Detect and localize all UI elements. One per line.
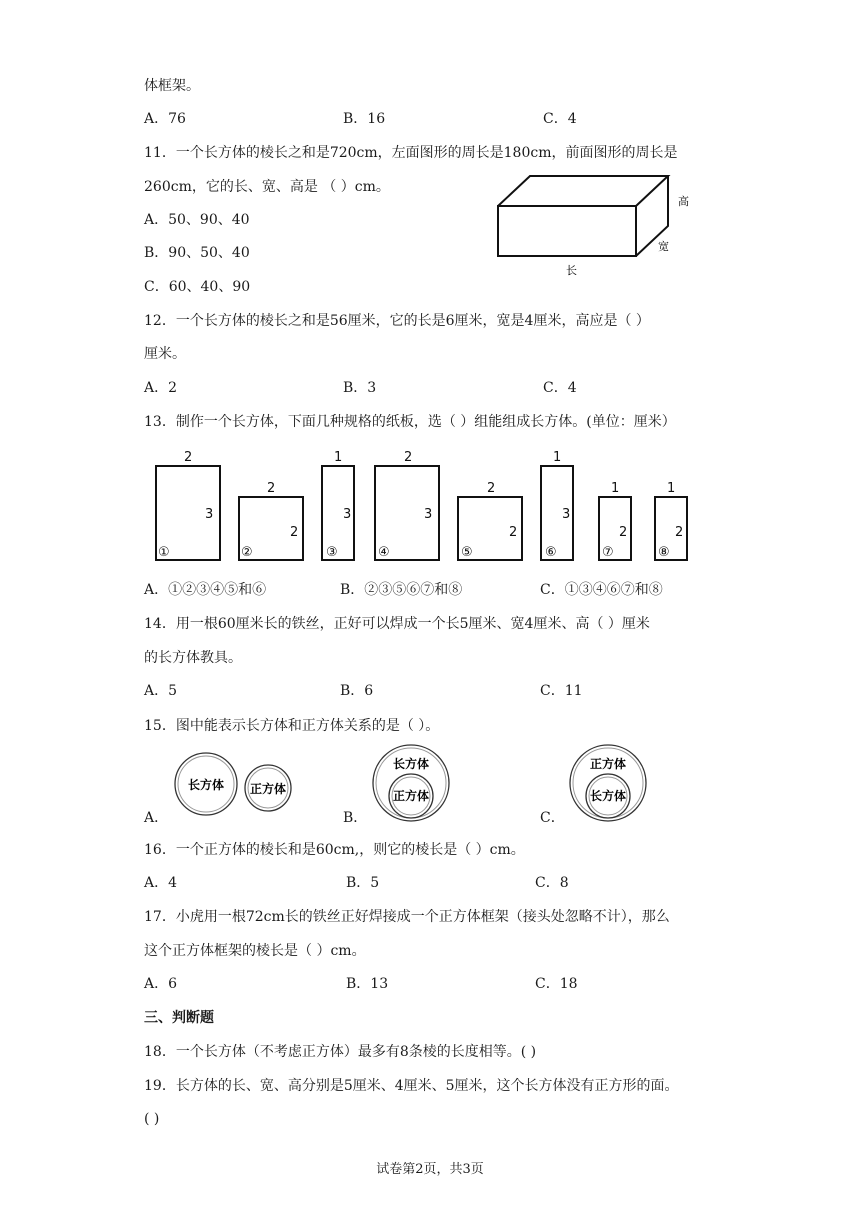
board-2-top: 2 (267, 481, 276, 496)
q15-option-b: B． (343, 810, 368, 826)
board-6-side: 3 (562, 507, 571, 522)
q17-option-b: B．13 (346, 976, 389, 992)
q14-stem-line1: 14．用一根60厘米长的铁丝，正好可以焊成一个长5厘米、宽4厘米、高（ ）厘米 (144, 616, 650, 632)
q14-option-c: C．11 (540, 683, 583, 699)
board-2-num: ② (241, 545, 253, 560)
q19-stem-line1: 19．长方体的长、宽、高分别是5厘米、4厘米、5厘米，这个长方体没有正方形的面。 (144, 1078, 679, 1094)
board-1-num: ① (158, 545, 170, 560)
q15-venn-b (369, 741, 453, 825)
q15-option-a: A． (144, 810, 169, 826)
board-4-top: 2 (404, 450, 413, 465)
q10-option-c: C．4 (543, 111, 577, 127)
q15-stem-line1: 15．图中能表示长方体和正方体关系的是（ ）。 (144, 718, 440, 734)
q17-stem-line1: 17．小虎用一根72cm长的铁丝正好焊接成一个正方体框架（接头处忽略不计），那么 (144, 909, 670, 925)
q13-boards-figure (140, 444, 720, 568)
q14-stem-line2: 的长方体教具。 (144, 650, 242, 666)
q15-venn-a (170, 746, 310, 820)
cuboid-long-label: 长 (566, 264, 577, 277)
cuboid-high-label: 高 (678, 195, 689, 208)
q14-option-b: B．6 (340, 683, 374, 699)
q17-option-c: C．18 (535, 976, 578, 992)
venn-c-cuboid-label: 长方体 (589, 789, 627, 803)
board-6-top: 1 (553, 450, 562, 465)
board-4-num: ④ (378, 545, 390, 560)
board-3-side: 3 (343, 507, 352, 522)
board-7-side: 2 (619, 525, 628, 540)
q11-option-c: C．60、40、90 (144, 279, 251, 295)
board-3-num: ③ (326, 545, 338, 560)
q13-stem-line1: 13．制作一个长方体，下面几种规格的纸板，选（ ）组能组成长方体。(单位：厘米） (144, 414, 676, 430)
q16-stem-line1: 16．一个正方体的棱长和是60cm,，则它的棱长是（ ）cm。 (144, 842, 525, 858)
q15-option-c: C． (540, 810, 565, 826)
board-6-num: ⑥ (545, 545, 557, 560)
q12-stem-line1: 12．一个长方体的棱长之和是56厘米，它的长是6厘米，宽是4厘米，高应是（ ） (144, 313, 650, 329)
q15-venn-c (566, 741, 650, 825)
q12-stem-line2: 厘米。 (144, 346, 186, 362)
q11-option-a: A．50、90、40 (144, 212, 250, 228)
venn-b-cube-label: 正方体 (392, 789, 430, 803)
board-8-top: 1 (667, 481, 676, 496)
q13-option-c: C．①③④⑥⑦和⑧ (540, 582, 663, 598)
board-8-side: 2 (675, 525, 684, 540)
q17-option-a: A．6 (144, 976, 178, 992)
q17-stem-line2: 这个正方体框架的棱长是（ ）cm。 (144, 943, 366, 959)
board-8-num: ⑧ (658, 545, 670, 560)
board-2-side: 2 (290, 525, 299, 540)
venn-c-cube-label: 正方体 (589, 757, 627, 771)
q11-stem-line2: 260cm，它的长、宽、高是 （ ）cm。 (144, 179, 390, 195)
q13-option-b: B．②③⑤⑥⑦和⑧ (340, 582, 463, 598)
cuboid-wide-label: 宽 (658, 240, 669, 253)
board-4-side: 3 (424, 507, 433, 522)
q11-cuboid-figure (490, 168, 700, 280)
venn-a-cube-label: 正方体 (249, 782, 287, 796)
q10-continued-text: 体框架。 (144, 78, 200, 94)
venn-b-cuboid-label: 长方体 (392, 757, 430, 771)
venn-a-cuboid-label: 长方体 (187, 778, 225, 792)
q16-option-a: A．4 (144, 875, 178, 891)
q12-option-c: C．4 (543, 380, 577, 396)
board-3-top: 1 (334, 450, 343, 465)
board-5-top: 2 (487, 481, 496, 496)
q12-option-a: A．2 (144, 380, 178, 396)
q16-option-c: C．8 (535, 875, 569, 891)
board-7-num: ⑦ (602, 545, 614, 560)
board-5-num: ⑤ (461, 545, 473, 560)
board-5-side: 2 (509, 525, 518, 540)
q12-option-b: B．3 (343, 380, 377, 396)
cuboid-front-face (498, 206, 636, 256)
q11-option-b: B．90、50、40 (144, 245, 250, 261)
q13-option-a: A．①②③④⑤和⑥ (144, 582, 267, 598)
page-footer: 试卷第2页，共3页 (376, 1162, 484, 1177)
q18-stem: 18．一个长方体（不考虑正方体）最多有8条棱的长度相等。( ) (144, 1044, 537, 1060)
board-7-top: 1 (611, 481, 620, 496)
board-1-top: 2 (184, 450, 193, 465)
q14-option-a: A．5 (144, 683, 178, 699)
q11-stem-line1: 11．一个长方体的棱长之和是720cm，左面图形的周长是180cm，前面图形的周长是 (144, 145, 678, 161)
q16-option-b: B．5 (346, 875, 380, 891)
q10-option-b: B．16 (343, 111, 386, 127)
q10-option-a: A．76 (144, 111, 186, 127)
section-judgement-heading: 三、判断题 (144, 1010, 214, 1026)
cuboid-top-face (498, 176, 668, 206)
board-1-side: 3 (205, 507, 214, 522)
q19-stem-line2: ( ) (144, 1111, 160, 1127)
